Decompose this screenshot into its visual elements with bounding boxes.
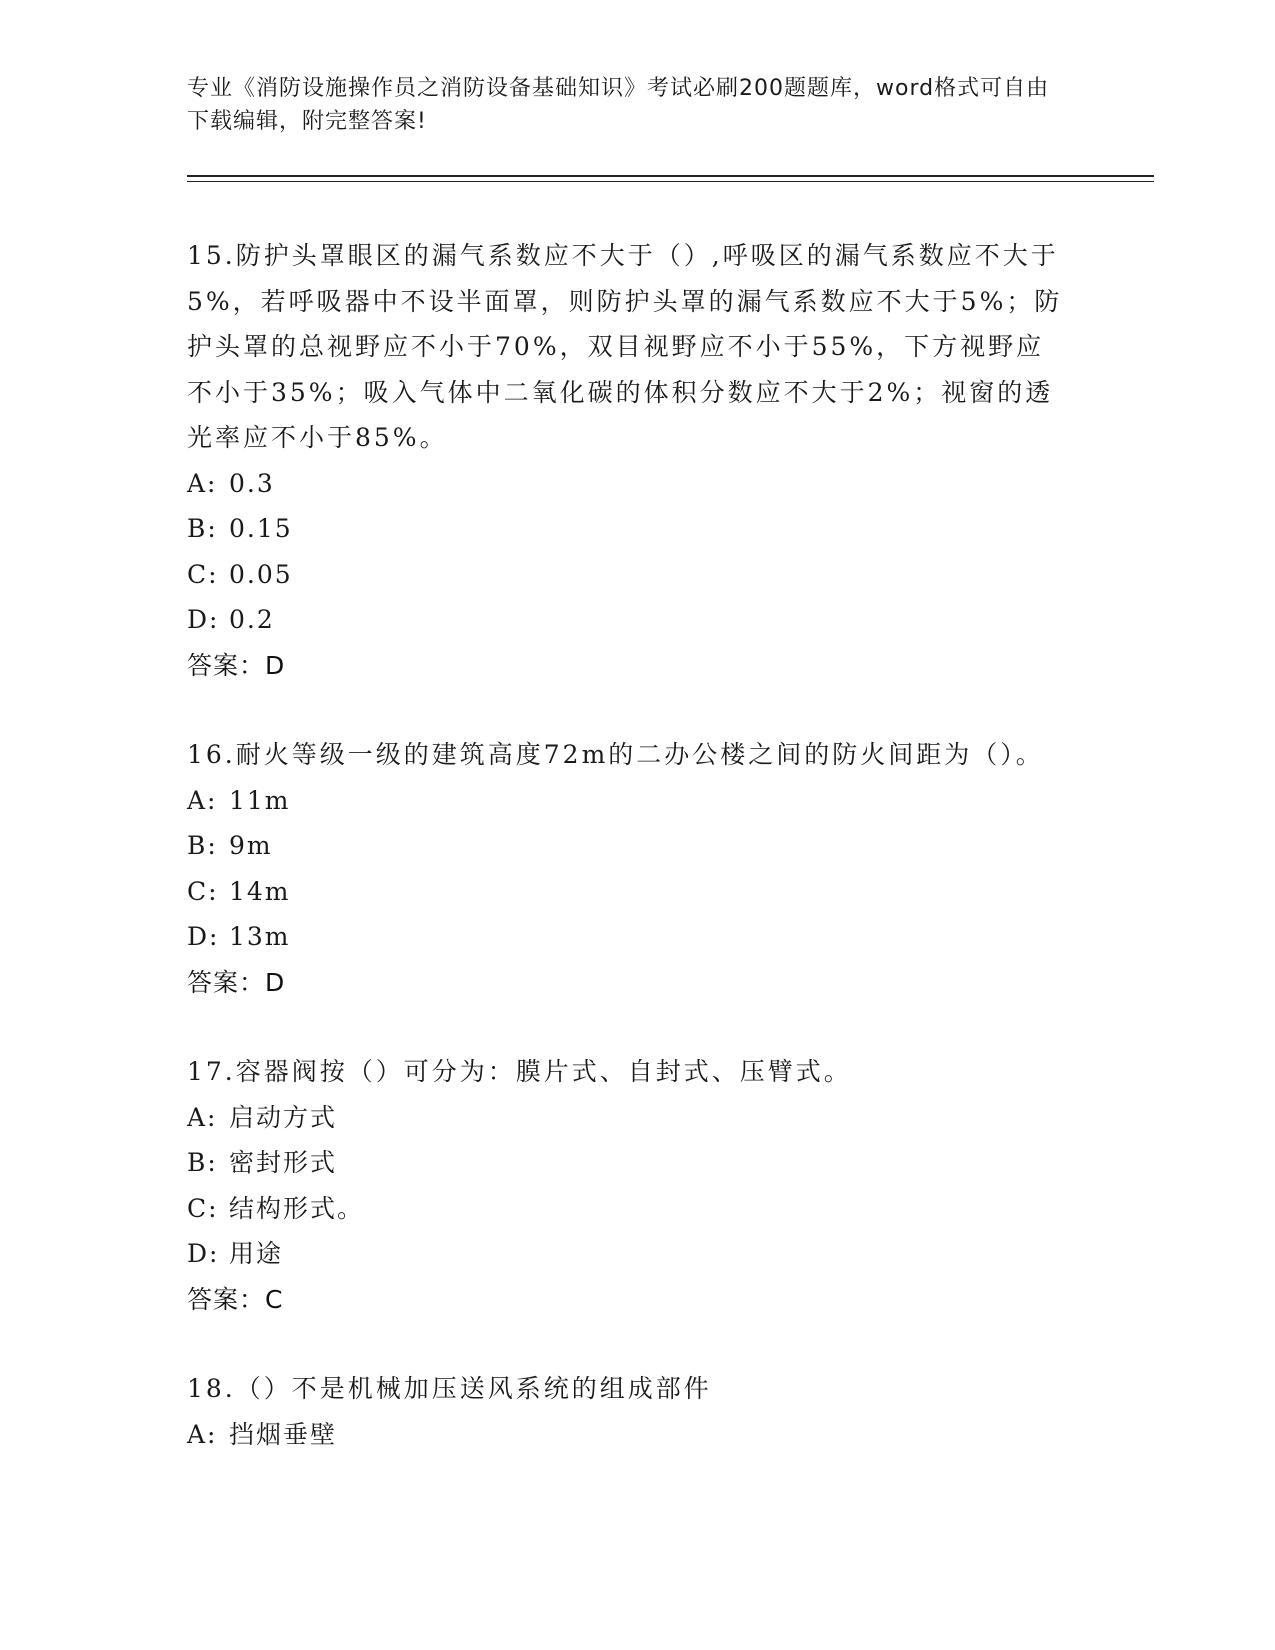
option-letter: D: <box>187 605 220 634</box>
option-c <box>187 1186 1067 1232</box>
header-divider-bottom <box>187 181 1154 182</box>
option-text: 结构形式。 <box>229 1193 365 1223</box>
option-d <box>187 1231 1067 1277</box>
option-text: 密封形式 <box>229 1148 338 1177</box>
option-b <box>187 506 1067 552</box>
option-text: 9m <box>229 831 273 860</box>
option-letter: B: <box>187 831 218 860</box>
option-letter: A: <box>187 468 218 498</box>
question-stem: 18.（）不是机械加压送风系统的组成部件 <box>187 1374 712 1403</box>
option-d <box>187 914 1067 960</box>
answer-line: 答案：D <box>187 650 286 680</box>
document-header: 专业《消防设施操作员之消防设备基础知识》考试必刷200题题库，word格式可自由下载编辑，附完整答案! <box>187 76 1050 134</box>
header-divider-top <box>187 175 1154 177</box>
option-text: 挡烟垂壁 <box>229 1419 338 1449</box>
option-a <box>187 778 1067 824</box>
option-letter: A: <box>187 1102 218 1132</box>
option-letter: C: <box>187 876 219 906</box>
question-stem: 17.容器阀按（）可分为：膜片式、自封式、压臂式。 <box>187 1057 852 1086</box>
option-d <box>187 597 1067 643</box>
option-c <box>187 552 1067 598</box>
option-letter: B: <box>187 1148 218 1177</box>
option-a <box>187 1095 1067 1141</box>
option-letter: A: <box>187 1419 218 1449</box>
question-18 <box>187 1366 1067 1457</box>
answer-line: 答案：D <box>187 967 286 997</box>
question-stem: 15.防护头罩眼区的漏气系数应不大于（）,呼吸区的漏气系数应不大于5%，若呼吸器中不设半面罩，则防护头罩的漏气系数应不大于5%；防护头罩的总视野应不小于70%，双目视野应不小于55%，下方视野应不小于35%；吸入气体中二氧化碳的体积分数应不大于2%；视窗的透光率应不小于85%。 <box>187 241 1063 452</box>
option-text: 0.05 <box>229 559 293 589</box>
question-15 <box>187 233 1067 688</box>
option-letter: C: <box>187 1193 219 1223</box>
option-letter: D: <box>187 1239 220 1268</box>
option-c <box>187 869 1067 915</box>
option-text: 13m <box>229 922 291 951</box>
option-text: 0.3 <box>229 468 275 498</box>
option-a <box>187 461 1067 507</box>
option-letter: B: <box>187 514 218 543</box>
option-letter: D: <box>187 922 220 951</box>
option-text: 用途 <box>229 1239 284 1268</box>
option-text: 14m <box>229 876 291 906</box>
answer-line: 答案：C <box>187 1284 284 1314</box>
option-letter: A: <box>187 785 218 815</box>
option-text: 0.15 <box>229 514 293 543</box>
question-list <box>187 233 1067 1501</box>
option-b <box>187 823 1067 869</box>
option-text: 启动方式 <box>229 1102 338 1132</box>
option-a <box>187 1412 1067 1458</box>
question-17 <box>187 1049 1067 1322</box>
option-text: 0.2 <box>229 605 275 634</box>
option-b <box>187 1140 1067 1186</box>
option-letter: C: <box>187 559 219 589</box>
question-stem: 16.耐火等级一级的建筑高度72m的二办公楼之间的防火间距为（）。 <box>187 740 1044 769</box>
question-16 <box>187 732 1067 1005</box>
option-text: 11m <box>229 785 291 815</box>
